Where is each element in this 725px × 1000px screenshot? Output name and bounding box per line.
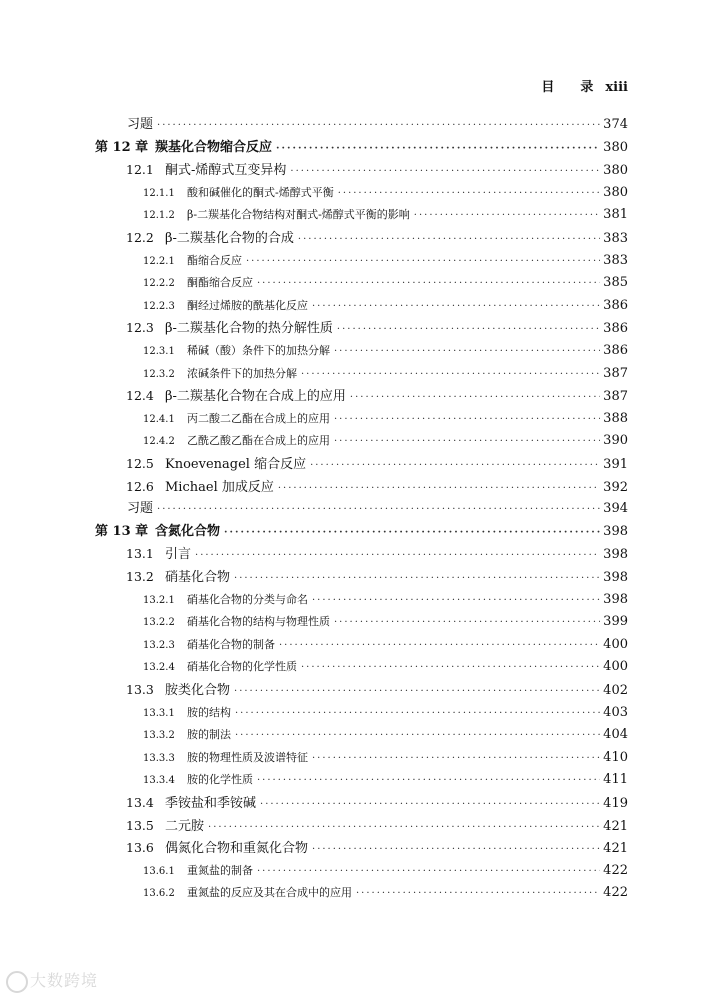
toc-entry[interactable] <box>0 408 725 430</box>
toc-entry[interactable] <box>0 521 725 543</box>
toc-entry-title: β-二羰基化合物结构对酮式-烯醇式平衡的影响 <box>187 208 410 222</box>
dot-leader <box>276 138 600 160</box>
toc-entry[interactable] <box>0 498 725 520</box>
toc-entry-page: 386 <box>603 343 628 358</box>
toc-entry-title: 含氮化合物 <box>155 523 221 539</box>
toc-entry[interactable] <box>0 385 725 407</box>
toc-entry-page: 387 <box>603 365 628 381</box>
dot-leader <box>246 251 600 273</box>
toc-entry-title: 季铵盐和季铵碱 <box>165 796 257 811</box>
toc-entry[interactable] <box>0 860 725 882</box>
watermark-text: 大数跨境 <box>30 971 99 990</box>
toc-entry-title: 硝基化合物的分类与命名 <box>187 592 308 606</box>
toc-entry-page: 422 <box>603 862 628 878</box>
dot-leader <box>195 545 600 567</box>
toc-entry-number: 12.3.1 <box>143 346 175 357</box>
dot-leader <box>257 273 600 295</box>
toc-entry-page: 398 <box>603 591 628 607</box>
dot-leader <box>260 794 600 816</box>
header-page-number: xiii <box>605 80 628 95</box>
toc-entry[interactable] <box>0 589 725 611</box>
toc-entry-page: 421 <box>603 841 628 857</box>
dot-leader <box>257 770 600 792</box>
toc-entry-title: 胺类化合物 <box>165 683 231 698</box>
toc-entry-page: 385 <box>603 275 628 291</box>
toc-entry[interactable] <box>0 769 725 791</box>
toc-entry-number: 13.3.2 <box>143 730 175 742</box>
toc-entry[interactable] <box>0 882 725 904</box>
toc-entry-page: 399 <box>603 614 628 630</box>
toc-entry[interactable] <box>0 837 725 859</box>
toc-entry-number: 13.2.1 <box>143 594 175 606</box>
toc-entry-title: β-二羰基化合物在合成上的应用 <box>165 389 346 405</box>
toc-entry-title: 丙二酸二乙酯在合成上的应用 <box>187 411 330 425</box>
toc-entry-page: 400 <box>603 659 628 675</box>
toc-entry-page: 386 <box>603 297 628 313</box>
toc-entry-number: 12.1.2 <box>143 210 175 222</box>
toc-entry-number: 12.2.1 <box>143 255 175 267</box>
toc-entry-page: 381 <box>603 207 628 223</box>
dot-leader <box>208 817 600 839</box>
toc-entry-number: 13.5 <box>126 817 154 833</box>
toc-entry[interactable] <box>0 656 725 678</box>
dot-leader <box>279 635 600 657</box>
toc-entry-title: 硝基化合物 <box>165 570 231 585</box>
toc-entry-number: 13.4 <box>126 795 154 810</box>
toc-entry-title: 重氮盐的制备 <box>187 863 253 877</box>
toc-entry-page: 398 <box>603 523 628 539</box>
toc-entry-page: 422 <box>603 885 628 901</box>
toc-entry-page: 383 <box>603 252 628 268</box>
toc-entry-page: 403 <box>603 704 628 720</box>
toc-entry-page: 421 <box>603 818 628 834</box>
dot-leader <box>224 522 600 544</box>
toc-entry-page: 388 <box>603 410 628 426</box>
toc-entry-title: β-二羰基化合物的热分解性质 <box>165 321 333 337</box>
dot-leader <box>350 387 600 409</box>
toc-entry-title: 硝基化合物的制备 <box>187 637 275 651</box>
toc-entry[interactable] <box>0 340 725 362</box>
toc-entry-page: 404 <box>603 727 628 743</box>
toc-entry-page: 400 <box>603 636 628 652</box>
toc-entry-number: 13.3.3 <box>143 752 175 764</box>
toc-entry[interactable] <box>0 317 725 339</box>
toc-entry[interactable] <box>0 272 725 294</box>
toc-entry-number: 13.6.1 <box>143 865 175 877</box>
toc-entry-number: 12.3 <box>126 320 154 336</box>
dot-leader <box>298 229 600 251</box>
toc-entry-number: 13.2 <box>126 569 154 584</box>
dot-leader <box>301 657 600 679</box>
page-header <box>541 76 628 95</box>
toc-entry[interactable] <box>0 182 725 204</box>
toc-entry-number: 12.2.3 <box>143 300 175 312</box>
watermark <box>6 968 98 993</box>
toc-entry-page: 380 <box>603 184 628 200</box>
toc-entry[interactable] <box>0 250 725 272</box>
toc-entry-title: 酯缩合反应 <box>187 253 242 267</box>
toc-entry-page: 374 <box>603 117 628 132</box>
toc-entry[interactable] <box>0 227 725 249</box>
toc-entry-number: 12.6 <box>126 478 154 494</box>
dot-leader <box>157 115 600 137</box>
toc-entry-number: 12.1.1 <box>143 187 175 199</box>
toc-entry[interactable] <box>0 476 725 498</box>
toc-entry-number: 13.2.3 <box>143 639 175 651</box>
toc-entry-page: 398 <box>603 570 628 585</box>
toc-entry-number: 12.4.2 <box>143 436 175 448</box>
toc-entry-page: 391 <box>603 457 628 472</box>
dot-leader <box>312 839 600 861</box>
dot-leader <box>334 612 600 634</box>
toc-entry-number: 13.3 <box>126 682 154 697</box>
toc-entry-number: 12.2.2 <box>143 278 175 290</box>
toc-entry-number: 13.2.2 <box>143 617 175 629</box>
dot-leader <box>257 861 600 883</box>
dot-leader <box>312 296 600 318</box>
toc-entry-title: 引言 <box>165 547 192 563</box>
toc-entry-title: Michael 加成反应 <box>165 479 274 495</box>
toc-entry-title: Knoevenagel 缩合反应 <box>165 457 307 472</box>
dot-leader <box>334 431 600 453</box>
toc-entry-page: 392 <box>603 479 628 495</box>
toc-entry-number: 12.1 <box>126 162 154 178</box>
toc-entry-title: 酮酯缩合反应 <box>187 276 253 290</box>
toc-entry[interactable] <box>0 747 725 769</box>
toc-entry[interactable] <box>0 702 725 724</box>
toc-entry-page: 387 <box>603 389 628 405</box>
toc-entry-title: 习题 <box>127 117 154 132</box>
toc-entry-number: 13.3.1 <box>143 707 175 719</box>
toc-entry[interactable] <box>0 363 725 385</box>
toc-entry-title: 胺的制法 <box>187 728 231 742</box>
toc-entry-title: 乙酰乙酸乙酯在合成上的应用 <box>187 434 330 448</box>
toc-entry[interactable] <box>0 611 725 633</box>
toc-entry-number: 13.2.4 <box>143 662 175 674</box>
toc-entry[interactable] <box>0 566 725 588</box>
toc-entry-title: 二元胺 <box>165 818 205 834</box>
dot-leader <box>234 568 600 590</box>
toc-entry-number: 13.1 <box>126 546 154 562</box>
toc-entry[interactable] <box>0 792 725 814</box>
toc-entry-title: 硝基化合物的结构与物理性质 <box>187 615 330 629</box>
dot-leader <box>414 205 600 227</box>
dot-leader <box>337 319 600 341</box>
toc-entry-number: 13.6 <box>126 840 154 856</box>
toc-entry-title: 羰基化合物缩合反应 <box>155 139 273 155</box>
toc-entry[interactable] <box>0 543 725 565</box>
dot-leader <box>235 703 600 725</box>
dot-leader <box>278 478 600 500</box>
toc-entry[interactable] <box>0 137 725 159</box>
toc-entry[interactable] <box>0 679 725 701</box>
toc-entry-number: 12.2 <box>126 230 154 245</box>
toc-entry-title: 胺的结构 <box>187 705 231 719</box>
header-title-a: 目 <box>541 80 555 95</box>
toc-entry-page: 383 <box>603 231 628 246</box>
toc-entry-title: 浓碱条件下的加热分解 <box>187 366 297 380</box>
toc-entry[interactable] <box>0 295 725 317</box>
toc-entry-page: 410 <box>603 749 628 765</box>
toc-entry[interactable] <box>0 430 725 452</box>
toc-entry[interactable] <box>0 724 725 746</box>
toc-entry-page: 419 <box>603 796 628 811</box>
toc-entry-number: 12.5 <box>126 456 154 471</box>
toc-entry-page: 402 <box>603 683 628 698</box>
toc-entry-page: 390 <box>603 433 628 449</box>
dot-leader <box>301 364 600 386</box>
toc-entry-title: 酸和碱催化的酮式-烯醇式平衡 <box>187 185 334 199</box>
toc-entry-title: 胺的物理性质及波谱特征 <box>187 750 308 764</box>
toc-entry[interactable] <box>0 159 725 181</box>
toc-entry-page: 380 <box>603 163 628 179</box>
toc-entry-page: 394 <box>603 501 628 517</box>
toc-entry-title: β-二羰基化合物的合成 <box>165 231 294 246</box>
toc-entry-title: 习题 <box>127 501 154 517</box>
watermark-logo-icon <box>6 971 28 993</box>
dot-leader <box>334 341 600 363</box>
dot-leader <box>356 883 600 905</box>
toc-entry[interactable] <box>0 453 725 475</box>
toc-entry[interactable] <box>0 114 725 136</box>
dot-leader <box>234 681 600 703</box>
toc-entry-number: 12.4 <box>126 388 154 404</box>
dot-leader <box>338 183 600 205</box>
toc-entry-page: 411 <box>603 772 628 788</box>
dot-leader <box>310 455 600 477</box>
toc-entry-title: 稀碱（酸）条件下的加热分解 <box>187 344 330 357</box>
toc-entry-title: 重氮盐的反应及其在合成中的应用 <box>187 886 352 900</box>
header-title-b: 录 <box>580 80 594 95</box>
dot-leader <box>312 748 600 770</box>
toc-entry-title: 酮式-烯醇式互变异构 <box>165 163 287 179</box>
toc-entry-number: 12.3.2 <box>143 368 175 380</box>
toc-entry-number: 13.6.2 <box>143 888 175 900</box>
toc-entry-title: 胺的化学性质 <box>187 773 253 787</box>
dot-leader <box>334 409 600 431</box>
toc-entry-number: 12.4.1 <box>143 413 175 425</box>
dot-leader <box>235 725 600 747</box>
toc-entry[interactable] <box>0 634 725 656</box>
toc-entry-page: 380 <box>603 139 628 155</box>
toc-entry-title: 偶氮化合物和重氮化合物 <box>165 841 309 857</box>
toc-entry-number: 第 12 章 <box>95 139 149 155</box>
dot-leader <box>312 590 600 612</box>
toc-entry[interactable] <box>0 204 725 226</box>
dot-leader <box>290 161 600 183</box>
toc-entry-number: 第 13 章 <box>95 523 149 539</box>
toc-entry-number: 13.3.4 <box>143 775 175 787</box>
dot-leader <box>157 499 600 521</box>
toc-entry[interactable] <box>0 815 725 837</box>
toc-entry-page: 398 <box>603 547 628 563</box>
toc-entry-title: 酮经过烯胺的酰基化反应 <box>187 298 308 312</box>
toc-entry-title: 硝基化合物的化学性质 <box>187 660 297 674</box>
toc-entry-page: 386 <box>603 321 628 337</box>
